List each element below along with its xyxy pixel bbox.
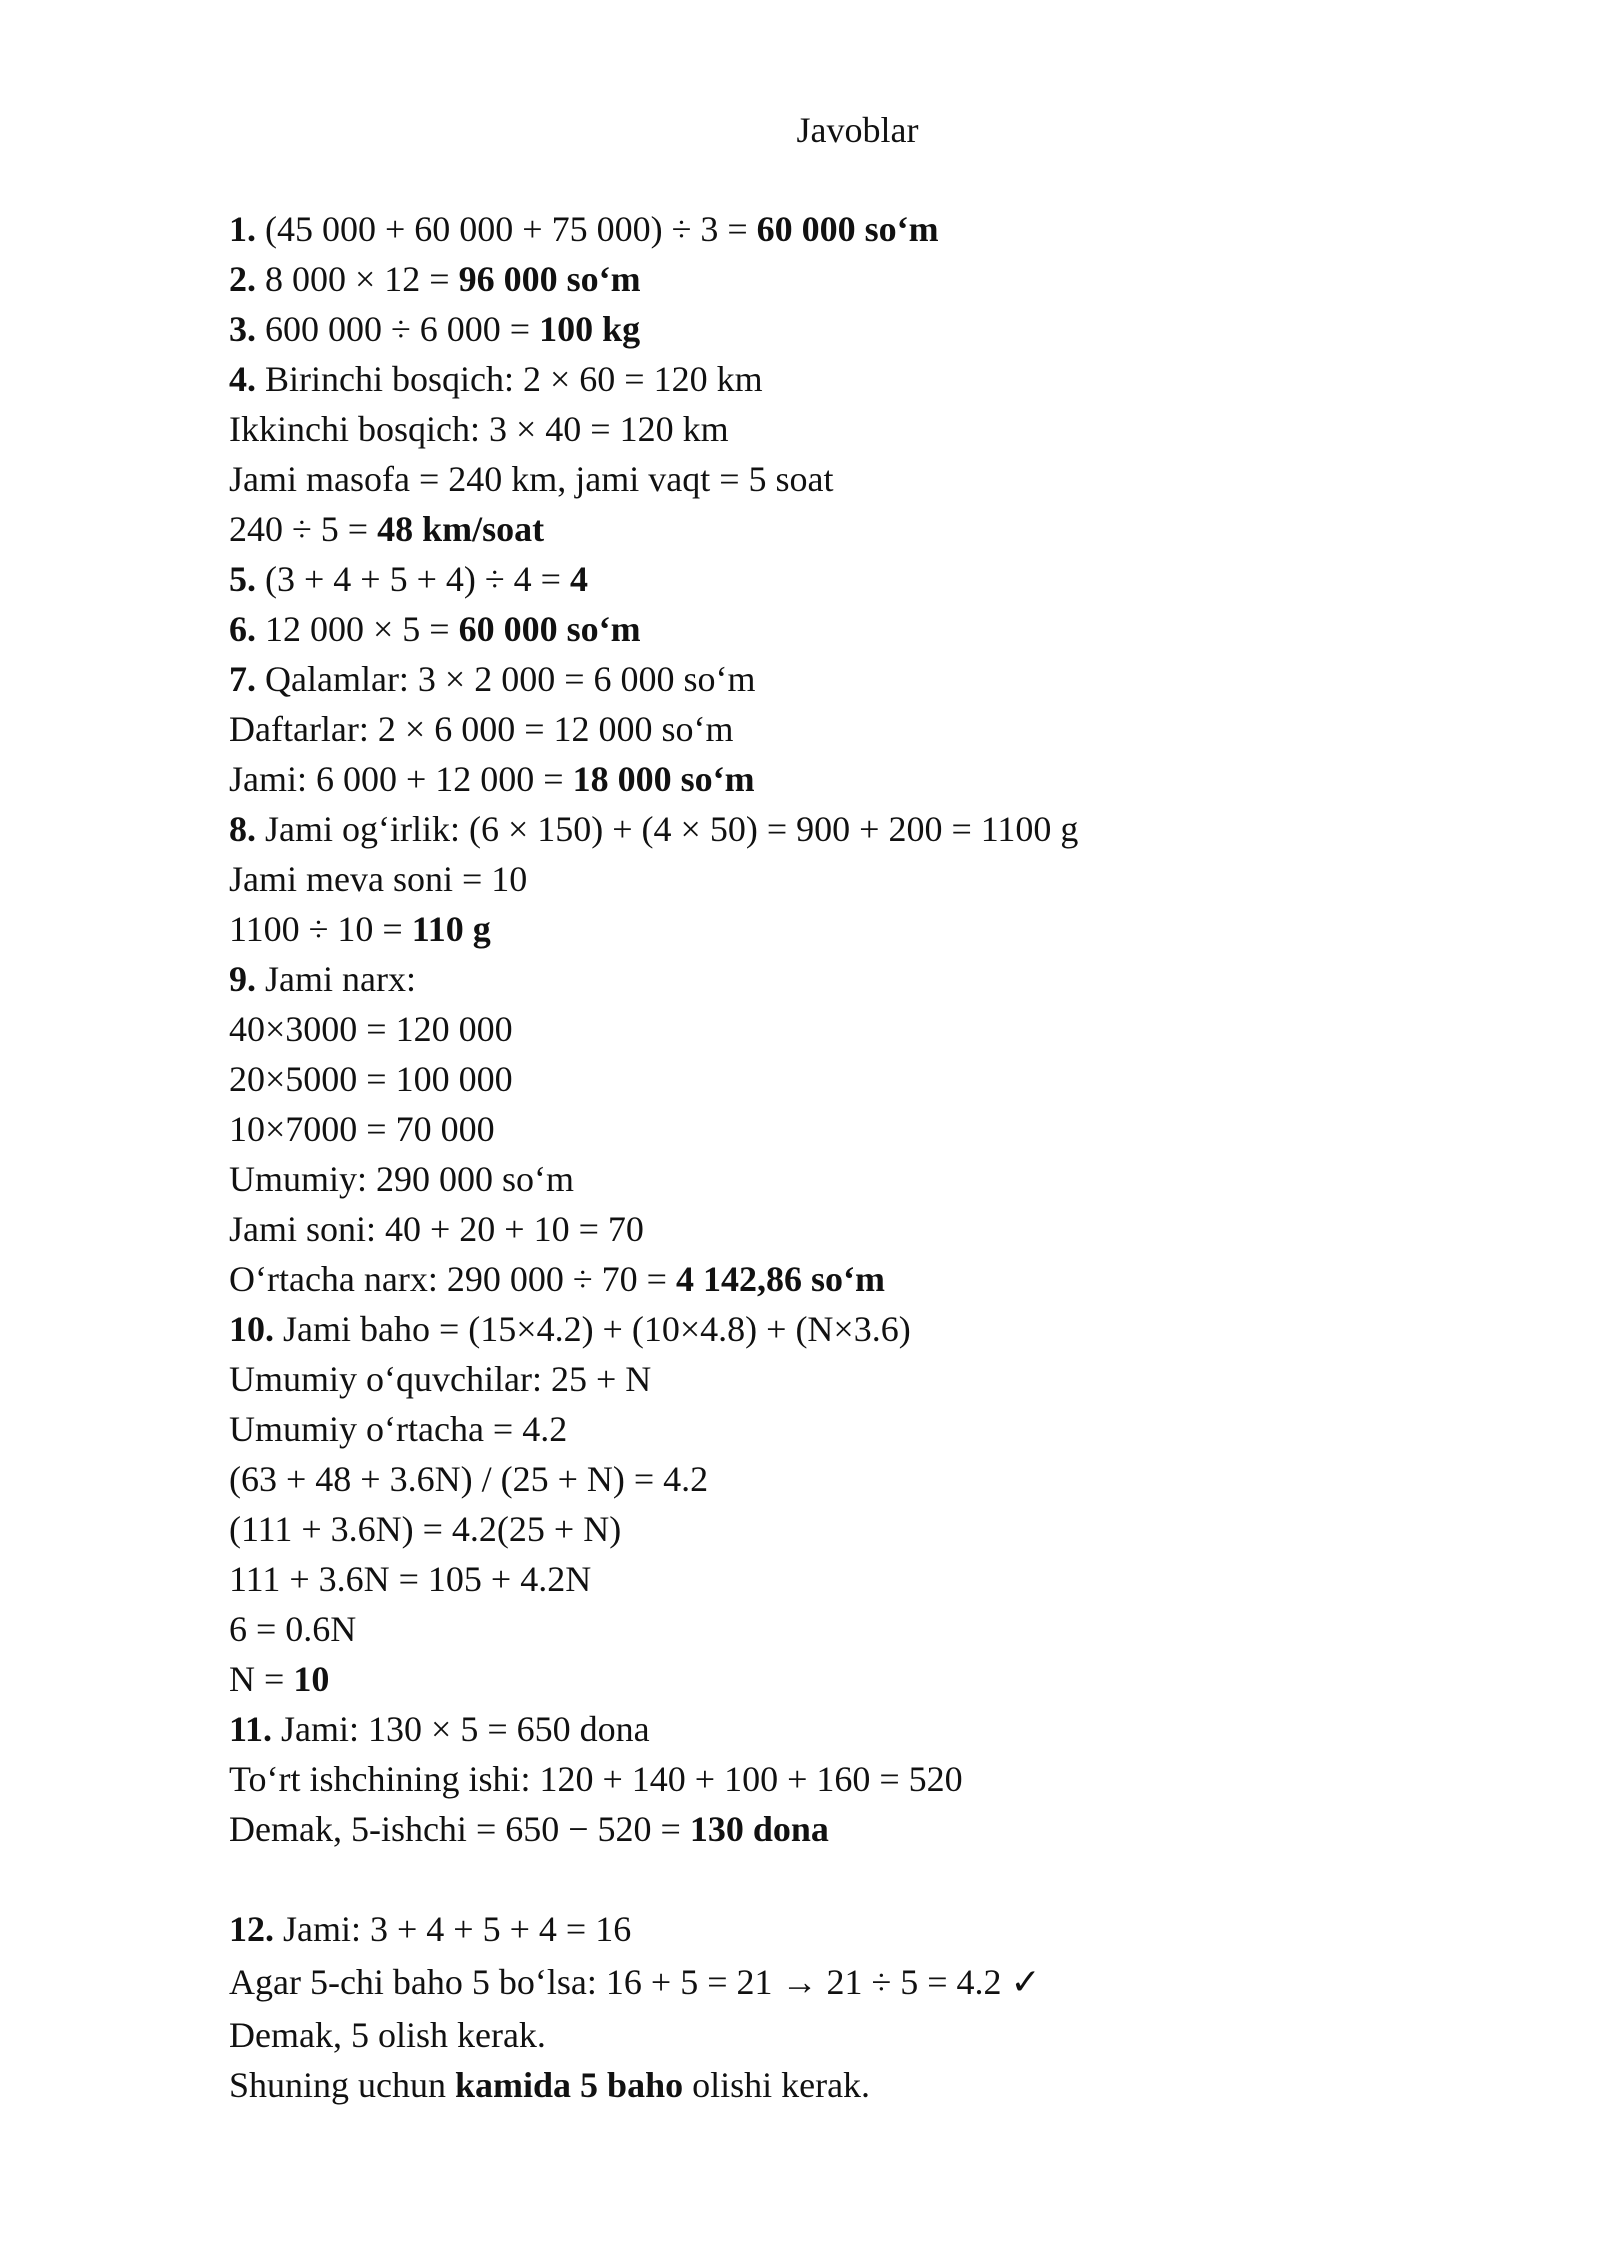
answer-line (229, 1454, 1479, 1504)
answer-number: 2. (229, 259, 256, 299)
answer-text: To‘rt ishchining ishi: 120 + 140 + 100 + 160 = 520 (229, 1759, 963, 1799)
answer-number: 5. (229, 559, 256, 599)
answer-text: Jami baho = (15×4.2) + (10×4.8) + (N×3.6) (274, 1309, 911, 1349)
answer-text: Shuning uchun (229, 2065, 456, 2105)
answer-line (229, 1754, 1479, 1804)
answer-number: 4. (229, 359, 256, 399)
answer-line (229, 254, 1479, 304)
answer-line (229, 204, 1479, 254)
answer-text: Jami og‘irlik: (6 × 150) + (4 × 50) = 900 + 200 = 1100 g (256, 809, 1079, 849)
answer-result: 60 000 so‘m (458, 609, 641, 649)
answer-line (229, 1304, 1479, 1354)
answer-line (229, 404, 1479, 454)
answer-line (229, 1954, 1479, 2010)
answer-line (229, 804, 1479, 854)
answer-text: (3 + 4 + 5 + 4) ÷ 4 = (256, 559, 570, 599)
answer-text: (63 + 48 + 3.6N) / (25 + N) = 4.2 (229, 1459, 709, 1499)
answer-text: 6 = 0.6N (229, 1609, 357, 1649)
answer-line (229, 604, 1479, 654)
answer-number: 1. (229, 209, 256, 249)
answer-text: Jami soni: 40 + 20 + 10 = 70 (229, 1209, 644, 1249)
answer-line (229, 1154, 1479, 1204)
answer-text: 240 ÷ 5 = (229, 509, 378, 549)
answer-line (229, 954, 1479, 1004)
blank-line (229, 1854, 1479, 1904)
answer-result: 100 kg (539, 309, 641, 349)
answer-text: O‘rtacha narx: 290 000 ÷ 70 = (229, 1259, 676, 1299)
answer-result: 18 000 so‘m (572, 759, 755, 799)
answer-text: 20×5000 = 100 000 (229, 1059, 513, 1099)
answer-number: 8. (229, 809, 256, 849)
answer-line (229, 1004, 1479, 1054)
answer-number: 11. (229, 1709, 273, 1749)
answer-line (229, 304, 1479, 354)
answer-text: 600 000 ÷ 6 000 = (256, 309, 540, 349)
answer-line (229, 554, 1479, 604)
answer-text: Qalamlar: 3 × 2 000 = 6 000 so‘m (256, 659, 756, 699)
answer-text: 8 000 × 12 = (256, 259, 459, 299)
answer-text: Umumiy o‘rtacha = 4.2 (229, 1409, 568, 1449)
answer-text: Ikkinchi bosqich: 3 × 40 = 120 km (229, 409, 729, 449)
answer-result: kamida 5 baho (455, 2065, 684, 2105)
answer-text: Jami narx: (256, 959, 416, 999)
answer-line (229, 1904, 1479, 1954)
answer-line (229, 2010, 1479, 2060)
answer-number: 10. (229, 1309, 274, 1349)
answer-number: 12. (229, 1909, 274, 1949)
answer-line (229, 1054, 1479, 1104)
answer-result: 96 000 so‘m (458, 259, 641, 299)
answer-text: Demak, 5-ishchi = 650 − 520 = (229, 1809, 690, 1849)
answer-text: (45 000 + 60 000 + 75 000) ÷ 3 = (256, 209, 757, 249)
answer-line (229, 704, 1479, 754)
answer-text: Jami: 3 + 4 + 5 + 4 = 16 (274, 1909, 632, 1949)
answer-result: 130 dona (689, 1809, 829, 1849)
answer-number: 6. (229, 609, 256, 649)
answer-text: Jami meva soni = 10 (229, 859, 528, 899)
answer-text: 111 + 3.6N = 105 + 4.2N (229, 1559, 592, 1599)
page-title: Javoblar (796, 110, 919, 150)
answer-text: Demak, 5 olish kerak. (229, 2015, 546, 2055)
answer-line (229, 1804, 1479, 1854)
answer-line (229, 904, 1479, 954)
answer-text: Agar 5-chi baho 5 bo‘lsa: 16 + 5 = 21 → 21 ÷ 5 = 4.2 ✓ (229, 1962, 1041, 2002)
answer-result: 10 (293, 1659, 330, 1699)
answer-line (229, 504, 1479, 554)
answer-line (229, 654, 1479, 704)
answer-result: 4 142,86 so‘m (675, 1259, 885, 1299)
answer-text: Jami masofa = 240 km, jami vaqt = 5 soat (229, 459, 834, 499)
answer-line (229, 2060, 1479, 2110)
answer-result: 60 000 so‘m (756, 209, 939, 249)
answer-line (229, 1554, 1479, 1604)
answer-line (229, 1204, 1479, 1254)
answer-line (229, 1104, 1479, 1154)
answer-text: Birinchi bosqich: 2 × 60 = 120 km (256, 359, 763, 399)
answer-text: 10×7000 = 70 000 (229, 1109, 495, 1149)
answer-line (229, 454, 1479, 504)
answer-result: 110 g (411, 909, 491, 949)
answer-line (229, 1654, 1479, 1704)
answer-line (229, 1704, 1479, 1754)
answer-result: 4 (569, 559, 588, 599)
answer-line (229, 854, 1479, 904)
answer-line (229, 1604, 1479, 1654)
answer-number: 9. (229, 959, 256, 999)
answer-text: 1100 ÷ 10 = (229, 909, 412, 949)
answer-result: 48 km/soat (377, 509, 545, 549)
answers-list (229, 204, 1479, 2110)
answer-line (229, 1504, 1479, 1554)
answer-text: Jami: 6 000 + 12 000 = (229, 759, 573, 799)
answer-text: Jami: 130 × 5 = 650 dona (272, 1709, 650, 1749)
answer-text: 12 000 × 5 = (256, 609, 459, 649)
answer-text: Daftarlar: 2 × 6 000 = 12 000 so‘m (229, 709, 734, 749)
answer-text: N = (229, 1659, 294, 1699)
answer-line (229, 1354, 1479, 1404)
answer-line (229, 754, 1479, 804)
answer-tail: olishi kerak. (683, 2065, 871, 2105)
answer-number: 3. (229, 309, 256, 349)
answer-line (229, 1404, 1479, 1454)
answer-number: 7. (229, 659, 256, 699)
answer-text: Umumiy o‘quvchilar: 25 + N (229, 1359, 652, 1399)
answer-line (229, 354, 1479, 404)
answer-text: (111 + 3.6N) = 4.2(25 + N) (229, 1509, 622, 1549)
answer-text: 40×3000 = 120 000 (229, 1009, 513, 1049)
answer-line (229, 1254, 1479, 1304)
answer-text: Umumiy: 290 000 so‘m (229, 1159, 575, 1199)
